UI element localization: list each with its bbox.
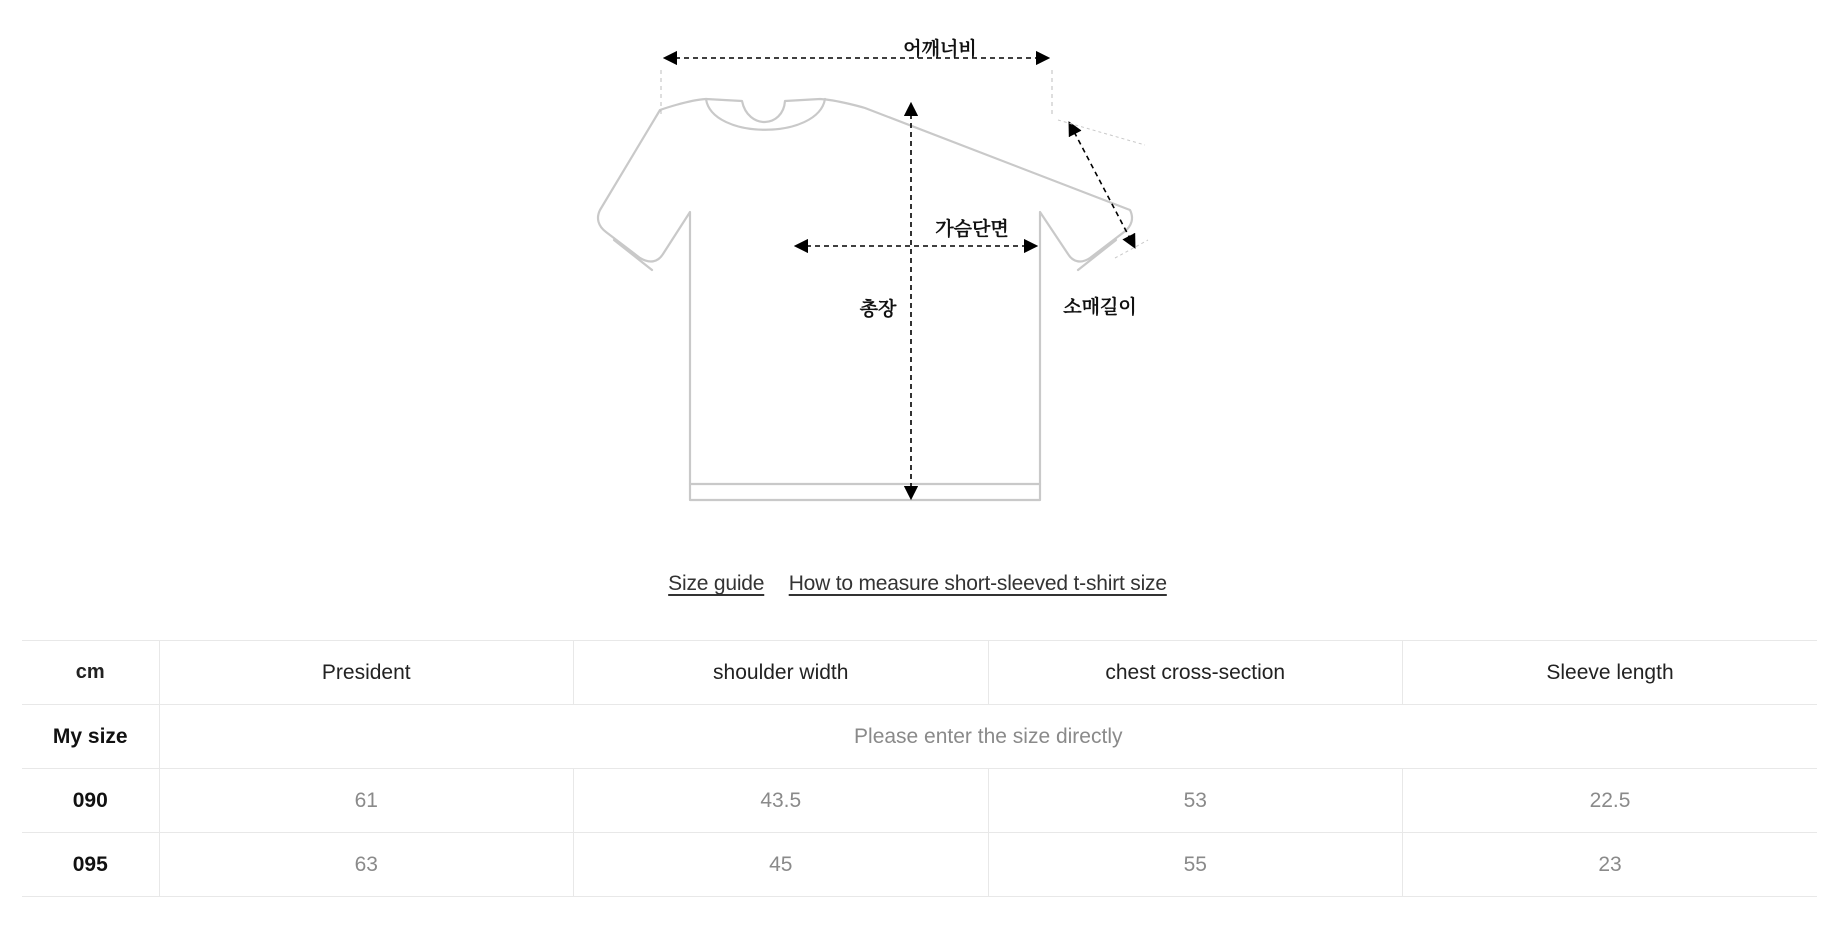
my-size-label: My size [22, 705, 159, 769]
size-table-body [22, 705, 1817, 897]
cell-095-chest: 55 [988, 833, 1403, 897]
size-table-head [22, 641, 1817, 705]
cell-095-sleeve: 23 [1403, 833, 1818, 897]
label-total-length: 총장 [859, 299, 897, 320]
size-guide-link[interactable]: Size guide [668, 572, 765, 595]
sleeve-length-measure [1058, 120, 1148, 258]
cell-090-sleeve: 22.5 [1403, 769, 1818, 833]
header-shoulder-width: shoulder width [574, 641, 989, 705]
cell-090-president: 61 [159, 769, 574, 833]
header-sleeve-length: Sleeve length [1403, 641, 1818, 705]
cell-090-shoulder: 43.5 [574, 769, 989, 833]
label-sleeve-length: 소매길이 [1063, 297, 1137, 318]
header-chest-cross-section: chest cross-section [988, 641, 1403, 705]
row-size-090: 090 [22, 769, 159, 833]
shoulder-guide-lines [661, 70, 1052, 118]
cell-090-chest: 53 [988, 769, 1403, 833]
my-size-input-cell[interactable]: Please enter the size directly [159, 705, 1817, 769]
size-table [22, 640, 1817, 897]
table-header-row [22, 641, 1817, 705]
label-chest: 가슴단면 [935, 219, 1009, 240]
row-size-095: 095 [22, 833, 159, 897]
table-row-my-size [22, 705, 1817, 769]
header-unit: cm [22, 641, 159, 705]
header-president: President [159, 641, 574, 705]
table-row [22, 833, 1817, 897]
cell-095-shoulder: 45 [574, 833, 989, 897]
table-row [22, 769, 1817, 833]
guide-links [0, 572, 1835, 596]
label-shoulder-width: 어깨너비 [903, 39, 977, 60]
cell-095-president: 63 [159, 833, 574, 897]
how-to-measure-link[interactable]: How to measure short-sleeved t-shirt size [788, 572, 1167, 595]
